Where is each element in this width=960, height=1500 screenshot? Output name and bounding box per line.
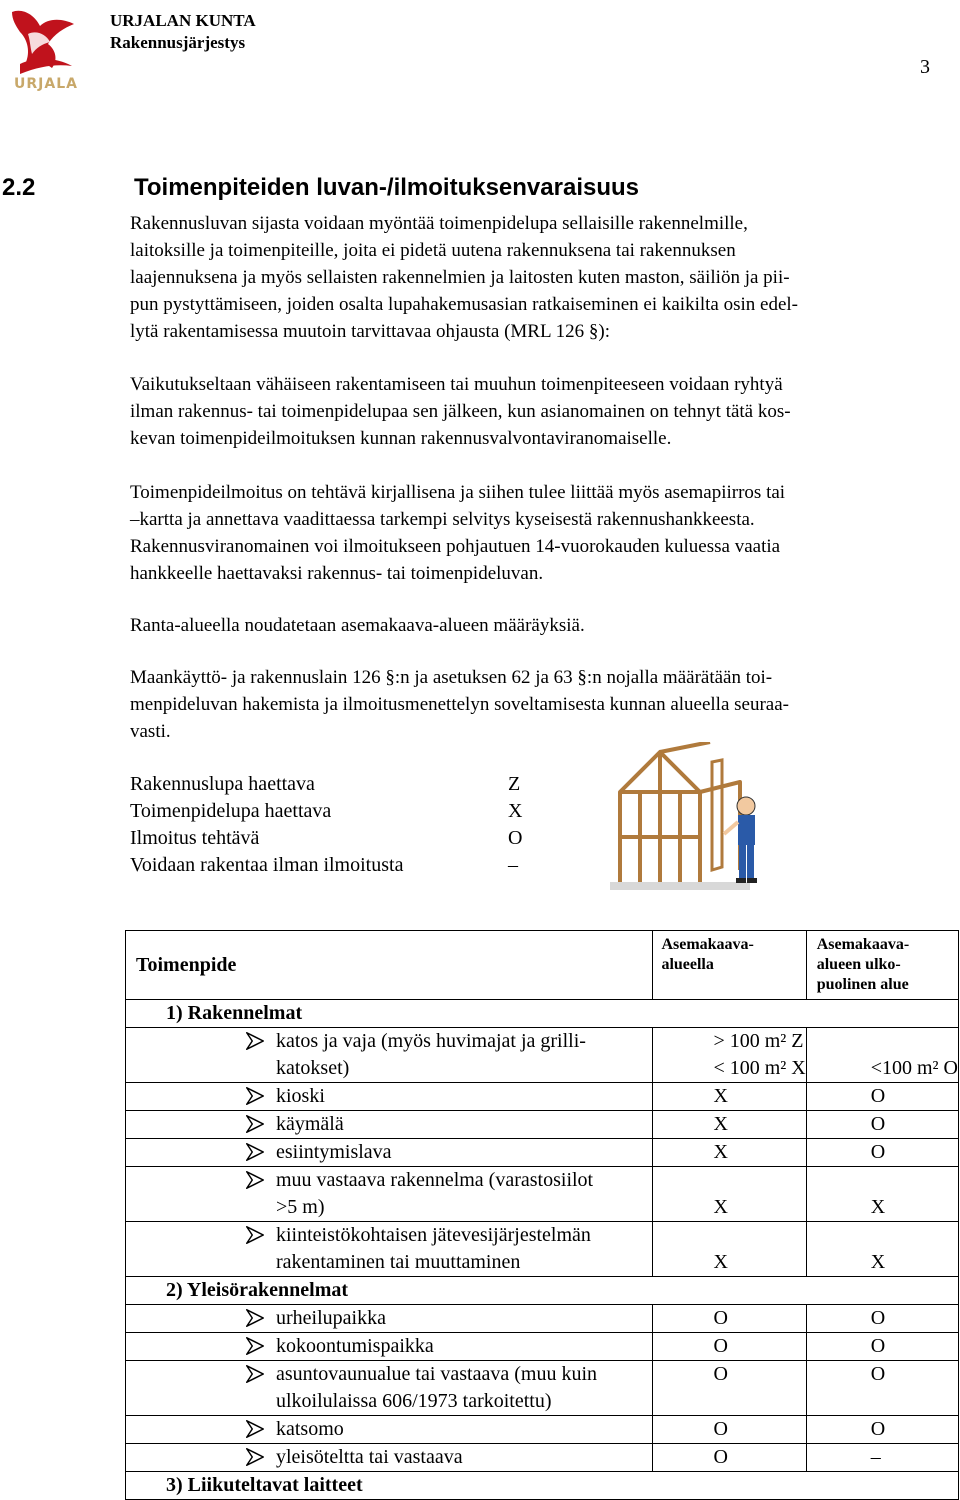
measure-cell — [126, 1028, 653, 1083]
measure-text: katsomo — [276, 1418, 344, 1440]
requirement-symbol: < 100 m² X — [713, 1057, 806, 1079]
greenhouse-builder-illustration — [600, 742, 770, 892]
legend-row — [130, 771, 550, 798]
legend-row — [130, 825, 550, 852]
requirement-symbol: X — [713, 1196, 728, 1218]
legend-label: Rakennuslupa haettava — [130, 773, 315, 795]
text-line: ilman rakennus- tai toimenpidelupaa sen jälkeen, kun asianomainen on tehnyt tätä kos- — [130, 401, 791, 422]
requirement-symbol: – — [870, 1446, 881, 1468]
measure-text: kokoontumispaikka — [276, 1335, 434, 1357]
text-line: menpideluvan hakemista ja ilmoitusmenettelyn soveltamisesta kunnan alueella seuraa- — [130, 694, 789, 715]
header-org — [110, 10, 256, 54]
ulkopuolinen-alue-value — [806, 1028, 958, 1083]
section-title: Toimenpiteiden luvan-/ilmoituksenvaraisuus — [134, 174, 639, 201]
ulkopuolinen-alue-value — [806, 1361, 958, 1416]
requirement-symbol: O — [713, 1363, 728, 1385]
ulkopuolinen-alue-value — [806, 1222, 958, 1277]
requirement-symbol: O — [870, 1335, 886, 1357]
category-heading: 1) Rakennelmat — [126, 1000, 959, 1028]
text-line: pun pystyttämiseen, joiden osalta lupahakemusasian ratkaiseminen ei kaikilta osin edel- — [130, 294, 798, 315]
table-body — [126, 1000, 959, 1500]
arrow-bullet-icon — [244, 1335, 268, 1359]
category-heading: 3) Liikuteltavat laitteet — [126, 1472, 959, 1500]
measure-text: rakentaminen tai muuttaminen — [276, 1251, 521, 1273]
section-number: 2.2 — [2, 174, 36, 201]
measure-cell — [126, 1333, 653, 1361]
requirement-symbol: O — [870, 1141, 886, 1163]
paragraph-1 — [130, 210, 938, 345]
asemakaava-alueella-value — [653, 1167, 806, 1222]
measure-text: yleisöteltta tai vastaava — [276, 1446, 463, 1468]
text-line: laitoksille ja toimenpiteille, joita ei pidetä uutena rakennuksena tai rakennuksen — [130, 240, 736, 261]
paragraph-2 — [130, 371, 938, 452]
ulkopuolinen-alue-value — [806, 1305, 958, 1333]
measure-cell — [126, 1222, 653, 1277]
measure-text: katos ja vaja (myös huvimajat ja grilli- — [276, 1030, 586, 1052]
requirement-symbol: X — [713, 1251, 728, 1273]
table-row — [126, 1139, 959, 1167]
category-heading: 2) Yleisörakennelmat — [126, 1277, 959, 1305]
legend-label: Voidaan rakentaa ilman ilmoitusta — [130, 854, 404, 876]
permit-requirements-table — [125, 930, 959, 1500]
ulkopuolinen-alue-value — [806, 1167, 958, 1222]
requirement-symbol: O — [713, 1335, 728, 1357]
ulkopuolinen-alue-value — [806, 1083, 958, 1111]
measure-text: esiintymislava — [276, 1141, 392, 1163]
asemakaava-alueella-value — [653, 1305, 806, 1333]
ulkopuolinen-alue-value — [806, 1139, 958, 1167]
legend-symbol: X — [508, 800, 523, 822]
header-text: Asemakaava- alueen ulko- puolinen alue — [816, 936, 910, 993]
measure-text: kiinteistökohtaisen jätevesijärjestelmän — [276, 1224, 591, 1246]
legend-symbol: O — [508, 827, 523, 849]
measure-cell — [126, 1139, 653, 1167]
arrow-bullet-icon — [244, 1085, 268, 1109]
asemakaava-alueella-value — [653, 1139, 806, 1167]
measure-cell — [126, 1416, 653, 1444]
legend-label: Toimenpidelupa haettava — [130, 800, 332, 822]
legend-row — [130, 798, 550, 825]
table-row — [126, 1222, 959, 1277]
legend-symbol: Z — [508, 773, 521, 795]
asemakaava-alueella-value — [653, 1111, 806, 1139]
page-number: 3 — [920, 56, 930, 78]
measure-cell — [126, 1361, 653, 1416]
arrow-bullet-icon — [244, 1307, 268, 1331]
asemakaava-alueella-value — [653, 1083, 806, 1111]
asemakaava-alueella-value — [653, 1444, 806, 1472]
measure-cell — [126, 1305, 653, 1333]
table-row — [126, 1167, 959, 1222]
table-row — [126, 1028, 959, 1083]
measure-text: asuntovaunualue tai vastaava (muu kuin — [276, 1363, 598, 1385]
measure-cell — [126, 1444, 653, 1472]
requirement-symbol: O — [870, 1085, 886, 1107]
organization-name: URJALAN KUNTA — [110, 11, 256, 30]
text-line: laajennuksena ja myös sellaisten rakennelmien ja laitosten kuten maston, säiliön ja pii- — [130, 267, 790, 288]
requirement-symbol: O — [713, 1418, 728, 1440]
requirement-symbol: O — [870, 1363, 886, 1385]
ulkopuolinen-alue-value — [806, 1444, 958, 1472]
header-ulkopuolinen-alue — [806, 931, 958, 1000]
table-row — [126, 1277, 959, 1305]
requirement-symbol: X — [870, 1251, 886, 1273]
table-row — [126, 1111, 959, 1139]
table-row — [126, 1416, 959, 1444]
arrow-bullet-icon — [244, 1169, 268, 1193]
table-row — [126, 1472, 959, 1500]
paragraph-5 — [130, 664, 938, 745]
requirement-symbol: > 100 m² Z — [713, 1030, 804, 1052]
text-line: hankkeelle haettavaksi rakennus- tai toimenpideluvan. — [130, 563, 544, 584]
measure-text: >5 m) — [276, 1196, 325, 1218]
ulkopuolinen-alue-value — [806, 1111, 958, 1139]
ulkopuolinen-alue-value — [806, 1416, 958, 1444]
legend-row — [130, 852, 550, 879]
text-line: Rakennusluvan sijasta voidaan myöntää toimenpidelupa sellaisille rakennelmille, — [130, 213, 748, 234]
text-line: kevan toimenpideilmoituksen kunnan rakennusvalvontaviranomaiselle. — [130, 428, 672, 449]
requirement-symbol: O — [713, 1307, 728, 1329]
legend-label: Ilmoitus tehtävä — [130, 827, 260, 849]
arrow-bullet-icon — [244, 1141, 268, 1165]
requirement-symbol: O — [870, 1307, 886, 1329]
measure-text: katokset) — [276, 1057, 350, 1079]
arrow-bullet-icon — [244, 1363, 268, 1387]
table-row — [126, 1333, 959, 1361]
urjala-logo — [6, 4, 86, 92]
measure-cell — [126, 1111, 653, 1139]
asemakaava-alueella-value — [653, 1222, 806, 1277]
ulkopuolinen-alue-value — [806, 1333, 958, 1361]
arrow-bullet-icon — [244, 1224, 268, 1248]
arrow-bullet-icon — [244, 1418, 268, 1442]
measure-cell — [126, 1167, 653, 1222]
measure-text: muu vastaava rakennelma (varastosiilot — [276, 1169, 594, 1191]
requirement-symbol: O — [870, 1418, 886, 1440]
text-line: Toimenpideilmoitus on tehtävä kirjallisena ja siihen tulee liittää myös asemapiirros tai — [130, 482, 786, 503]
text-line: –kartta ja annettava vaadittaessa tarkempi selvitys kyseisestä rakennushankkeesta. — [130, 509, 755, 530]
requirement-symbol: <100 m² O — [870, 1057, 958, 1079]
symbol-legend — [130, 771, 550, 879]
document-title: Rakennusjärjestys — [110, 33, 246, 52]
asemakaava-alueella-value — [653, 1416, 806, 1444]
requirement-symbol: X — [713, 1085, 728, 1107]
table-row — [126, 1444, 959, 1472]
requirement-symbol: O — [870, 1113, 886, 1135]
asemakaava-alueella-value — [653, 1361, 806, 1416]
measure-text: käymälä — [276, 1113, 344, 1135]
measure-text: kioski — [276, 1085, 325, 1107]
table-header-row — [126, 931, 959, 1000]
requirement-symbol: X — [713, 1141, 728, 1163]
asemakaava-alueella-value — [653, 1028, 806, 1083]
table-row — [126, 1000, 959, 1028]
measure-text: urheilupaikka — [276, 1307, 386, 1329]
svg-text:URJALA: URJALA — [14, 76, 78, 92]
paragraph-3 — [130, 479, 938, 587]
text-line: Maankäyttö- ja rakennuslain 126 §:n ja asetuksen 62 ja 63 §:n nojalla määrätään toi- — [130, 667, 773, 688]
legend-symbol: – — [508, 854, 518, 876]
table-row — [126, 1305, 959, 1333]
section-heading — [0, 174, 639, 202]
measure-cell — [126, 1083, 653, 1111]
text-line: Ranta-alueella noudatetaan asemakaava-alueen määräyksiä. — [130, 615, 585, 636]
text-line: Rakennusviranomainen voi ilmoitukseen pohjautuen 14-vuorokauden kuluessa vaatia — [130, 536, 781, 557]
requirement-symbol: X — [870, 1196, 886, 1218]
table-row — [126, 1083, 959, 1111]
arrow-bullet-icon — [244, 1030, 268, 1054]
table-row — [126, 1361, 959, 1416]
measure-text: ulkoilulaissa 606/1973 tarkoitettu) — [276, 1390, 552, 1412]
requirement-symbol: O — [713, 1446, 728, 1468]
header-toimenpide: Toimenpide — [126, 931, 653, 1000]
requirement-symbol: X — [713, 1113, 728, 1135]
text-line: lytä rakentamisessa muutoin tarvittavaa ohjausta (MRL 126 §): — [130, 321, 610, 342]
arrow-bullet-icon — [244, 1446, 268, 1470]
header-asemakaava-alueella — [653, 931, 806, 1000]
text-line: Vaikutukseltaan vähäiseen rakentamiseen tai muuhun toimenpiteeseen voidaan ryhtyä — [130, 374, 783, 395]
paragraph-4 — [130, 612, 938, 639]
header-text: Asemakaava- alueella — [661, 936, 754, 973]
arrow-bullet-icon — [244, 1113, 268, 1137]
asemakaava-alueella-value — [653, 1333, 806, 1361]
text-line: vasti. — [130, 721, 171, 742]
